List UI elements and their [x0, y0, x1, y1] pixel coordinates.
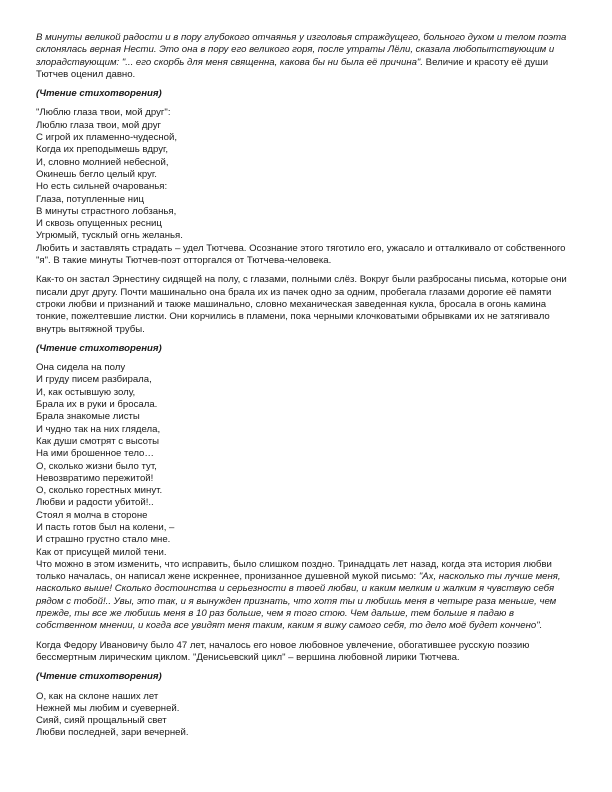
poem-line: Люблю глаза твои, мой друг	[36, 119, 162, 131]
paragraph-letters: Как-то он застал Эрнестину сидящей на полу, с глазами, полными слёз. Вокруг были разбросаны письма, которые они писали друг другу. Почти машинально она брала их из пачек одно за одним, пробегала глазами дорогие её памяти строки любви и признаний и также машинально, словно механическая заведенная кукла, бросала в огонь камина тонкие, пожелтевшие листки. Они корчились в пламени, пока черными клочковатыми обрывками их не затягивало внутрь вытяжной трубы.	[36, 274, 567, 335]
poem-line: Стоял я молча в стороне	[36, 509, 148, 521]
poem-line: Как от присущей милой тени.	[36, 546, 167, 558]
poem-line: Любви последней, зари вечерней.	[36, 727, 189, 739]
poem-line: Брала их в руки и бросала.	[36, 399, 158, 411]
poem-2	[36, 362, 576, 559]
intro-plain-text: Величие и красоту её души Тютчев оценил давно.	[36, 56, 549, 80]
poem-line: Она сидела на полу	[36, 362, 126, 374]
poem-line: Любви и радости убитой!..	[36, 497, 154, 509]
poem-line: На ими брошенное тело…	[36, 448, 154, 460]
paragraph-after-poem-2	[36, 559, 576, 633]
intro-italic-text: В минуты великой радости и в пору глубокого отчаянья у изголовья страждущего, больного духом и телом поэта склонялась верная Нести. Это она в пору его великого горя, после утраты Лёли, сказала любопытствующим и злорадствующим: "... его скорбь для меня священна, какова бы ни была её причина".	[36, 32, 567, 68]
poem-line: В минуты страстного лобзанья,	[36, 205, 177, 217]
poem-line: О, как на склоне наших лет	[36, 690, 159, 702]
poem-line: И, словно молнией небесной,	[36, 156, 169, 168]
poem-line: Невозвратимо пережитой!	[36, 472, 154, 484]
poem-line: И пасть готов был на колени, –	[36, 521, 175, 533]
intro-paragraph	[36, 32, 576, 81]
poem-line: И страшно грустно стало мне.	[36, 534, 171, 546]
poem-line: Брала знакомые листы	[36, 411, 140, 423]
poem-3	[36, 691, 576, 740]
poem-line: Окинешь бегло целый круг.	[36, 168, 157, 180]
reading-label-2: (Чтение стихотворения)	[36, 342, 162, 354]
poem-line: И чудно так на них глядела,	[36, 423, 161, 435]
letter-quote-text: "Ах, насколько ты лучше меня, насколько выше! Сколько достоинства и серьезности в твоей любви, и каким мелким и жалким я чувствую себя рядом с тобой!.. Увы, это так, и я вынужден признать, что хотя ты и любишь меня в четыре раза меньше, чем прежде, ты все же любишь меня в 10 раз больше, чем я того стою. Чем дальше, тем больше я падаю в собственном мнении, и когда все увидят меня таким, каким я вижу самого себя, то дело моё будет кончено".	[36, 571, 561, 632]
reading-label-1: (Чтение стихотворения)	[36, 88, 162, 100]
poem-line: Глаза, потупленные ниц	[36, 193, 144, 205]
poem-line: Сияй, сияй прощальный свет	[36, 715, 167, 727]
document-page	[36, 32, 576, 740]
poem-line: И груду писем разбирала,	[36, 374, 152, 386]
poem-line: Когда их преподымешь вдруг,	[36, 144, 168, 156]
poem-1	[36, 107, 576, 242]
poem-line: С игрой их пламенно-чудесной,	[36, 132, 178, 144]
poem-line: И сквозь опущенных ресниц	[36, 218, 162, 230]
poem-line: Но есть сильней очарованья:	[36, 181, 168, 193]
letter-intro-text: Что можно в этом изменить, что исправить, было слишком поздно. Тринадцать лет назад, когда эта история любви только началась, он написал жене искреннее, пронизанное душевной мукой письмо:	[36, 558, 552, 583]
poem-line: "Люблю глаза твои, мой друг":	[36, 107, 171, 119]
reading-label-3: (Чтение стихотворения)	[36, 671, 162, 683]
poem-line: Как души смотрят с высоты	[36, 435, 160, 447]
poem-line: О, сколько жизни было тут,	[36, 460, 157, 472]
paragraph-denisiev-cycle: Когда Федору Ивановичу было 47 лет, началось его новое любовное увлечение, обогатившее русскую поэзию бессмертным лирическим циклом. "Денисьевский цикл" – вершина любовной лирики Тютчева.	[36, 639, 530, 663]
poem-line: О, сколько горестных минут.	[36, 485, 163, 497]
poem-line: Угрюмый, тусклый огнь желанья.	[36, 230, 183, 242]
paragraph-after-poem-1: Любить и заставлять страдать – удел Тютчева. Осознание этого тяготило его, ужасало и отталкивало от собственного "я". В такие минуты Тютчев-поэт отторгался от Тютчева-человека.	[36, 242, 566, 267]
poem-line: И, как остывшую золу,	[36, 386, 136, 398]
poem-line: Нежней мы любим и суеверней.	[36, 702, 180, 714]
